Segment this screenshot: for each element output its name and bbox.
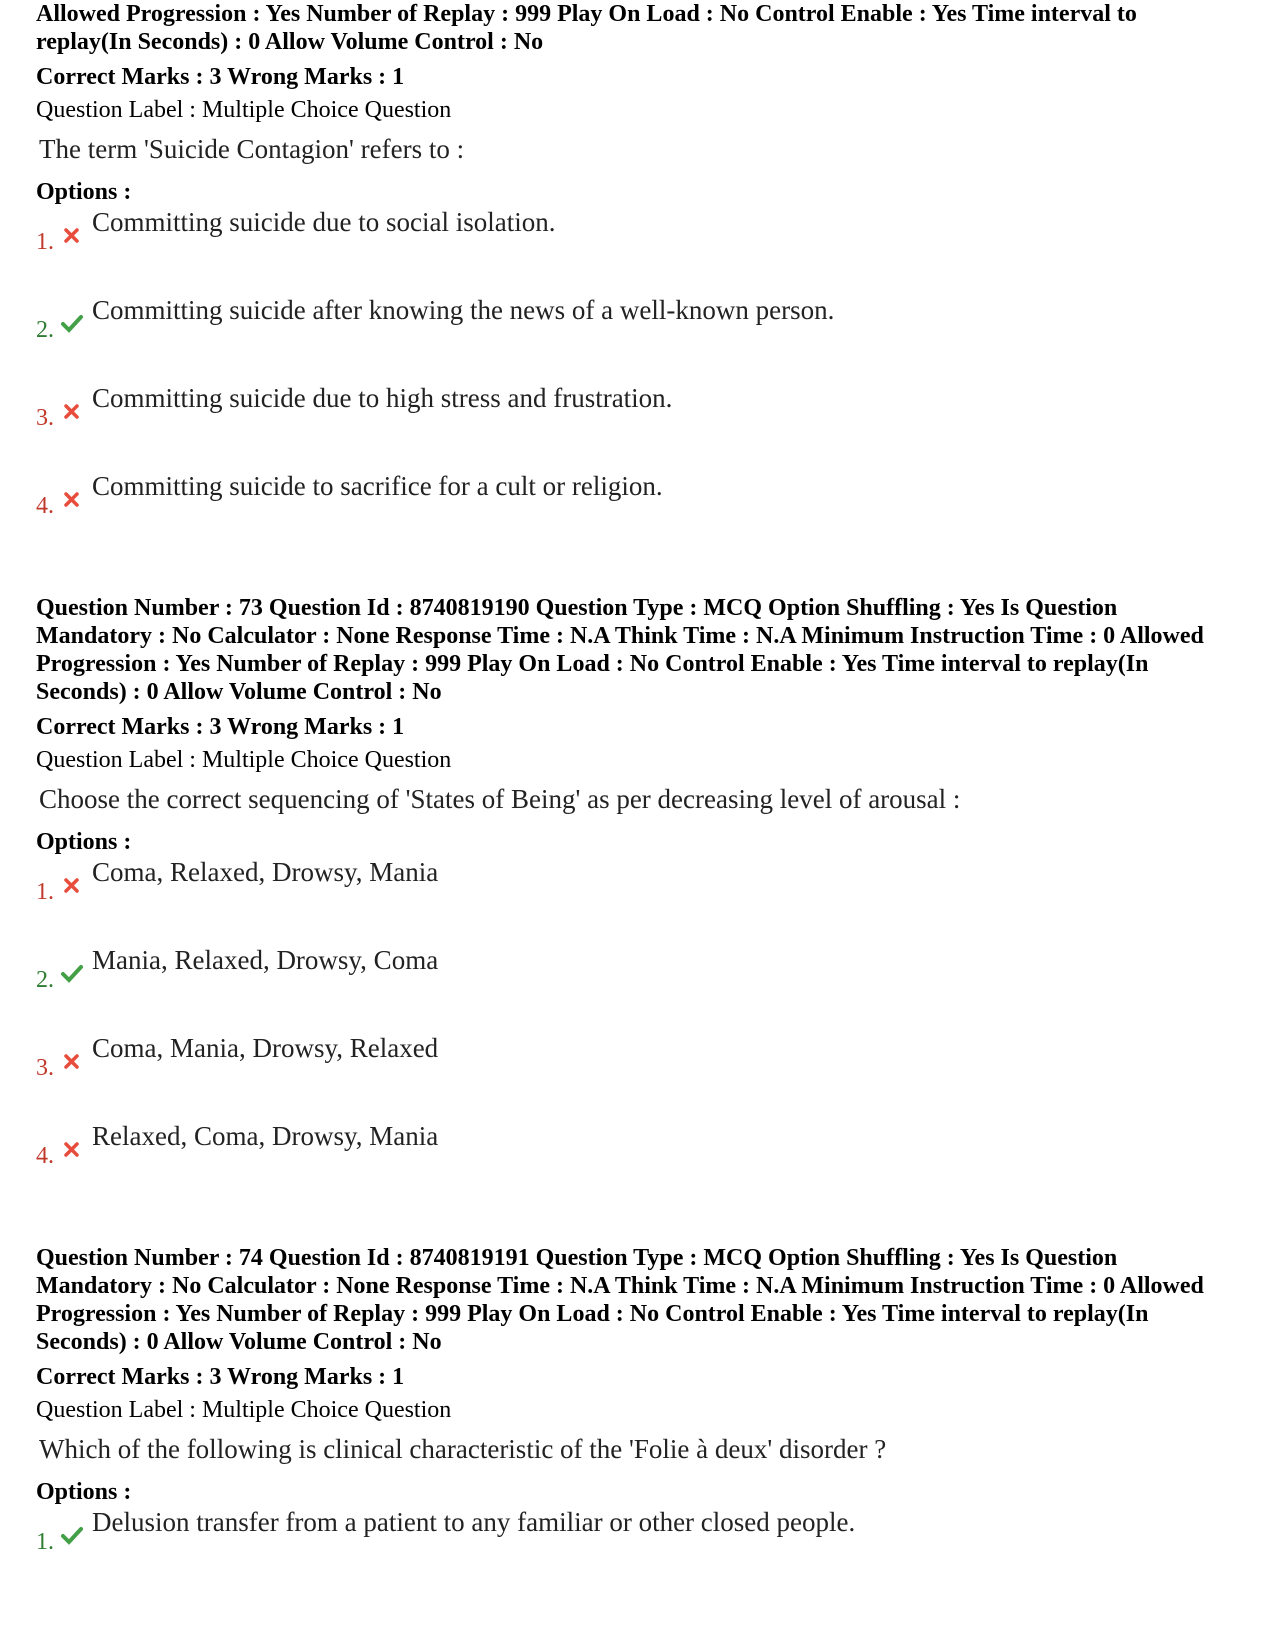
- cross-icon: [61, 488, 83, 510]
- option-text: Relaxed, Coma, Drowsy, Mania: [92, 1121, 439, 1151]
- option-row: [36, 1032, 1236, 1120]
- option-row: [36, 1506, 1236, 1594]
- options-list: [36, 856, 1236, 1208]
- option-row: [36, 206, 1236, 294]
- option-row: [36, 944, 1236, 1032]
- question-block-74: [36, 1244, 1236, 1594]
- option-number: 2.: [36, 967, 54, 993]
- question-marks: Correct Marks : 3 Wrong Marks : 1: [36, 714, 405, 740]
- question-text: Which of the following is clinical characteristic of the 'Folie à deux' disorder ?: [39, 1434, 887, 1464]
- question-text: Choose the correct sequencing of 'States of Being' as per decreasing level of arousal :: [39, 784, 961, 814]
- option-text: Delusion transfer from a patient to any familiar or other closed people.: [92, 1507, 856, 1537]
- option-number: 4.: [36, 493, 54, 519]
- option-number: 1.: [36, 1529, 54, 1555]
- question-meta: Allowed Progression : Yes Number of Replay : 999 Play On Load : No Control Enable : Yes Time interval to replay(In Seconds) : 0 Allow Volume Control : No: [36, 1, 1137, 55]
- option-row: [36, 382, 1236, 470]
- question-label: Question Label : Multiple Choice Question: [36, 747, 452, 773]
- option-text: Committing suicide to sacrifice for a cult or religion.: [92, 471, 663, 501]
- question-block-72: [36, 0, 1236, 558]
- cross-icon: [61, 224, 83, 246]
- option-row: [36, 294, 1236, 382]
- cross-icon: [61, 1050, 83, 1072]
- check-icon: [61, 962, 83, 984]
- cross-icon: [61, 400, 83, 422]
- question-marks: Correct Marks : 3 Wrong Marks : 1: [36, 1364, 405, 1390]
- option-text: Coma, Mania, Drowsy, Relaxed: [92, 1033, 439, 1063]
- question-label: Question Label : Multiple Choice Question: [36, 1397, 452, 1423]
- check-icon: [61, 312, 83, 334]
- options-title: Options :: [36, 1479, 132, 1505]
- question-meta: Question Number : 74 Question Id : 8740819191 Question Type : MCQ Option Shuffling : Yes Is Question Mandatory : No Calculator : None Response Time : N.A Think Time : N.A Minimum Instruction Time : 0 Allowed Progression : Yes Number of Replay : 999 Play On Load : No Control Enable : Yes Time interval to replay(In Seconds) : 0 Allow Volume Control : No: [36, 1245, 1204, 1355]
- option-row: [36, 1120, 1236, 1208]
- cross-icon: [61, 1138, 83, 1160]
- exam-page: [36, 0, 1236, 1594]
- option-number: 3.: [36, 1055, 54, 1081]
- question-marks: Correct Marks : 3 Wrong Marks : 1: [36, 64, 405, 90]
- option-row: [36, 470, 1236, 558]
- check-icon: [61, 1524, 83, 1546]
- option-number: 1.: [36, 229, 54, 255]
- option-text: Committing suicide due to high stress and frustration.: [92, 383, 673, 413]
- option-text: Mania, Relaxed, Drowsy, Coma: [92, 945, 439, 975]
- option-number: 2.: [36, 317, 54, 343]
- option-text: Committing suicide due to social isolation.: [92, 207, 556, 237]
- options-list: [36, 206, 1236, 558]
- question-meta: Question Number : 73 Question Id : 8740819190 Question Type : MCQ Option Shuffling : Yes Is Question Mandatory : No Calculator : None Response Time : N.A Think Time : N.A Minimum Instruction Time : 0 Allowed Progression : Yes Number of Replay : 999 Play On Load : No Control Enable : Yes Time interval to replay(In Seconds) : 0 Allow Volume Control : No: [36, 595, 1204, 705]
- question-label: Question Label : Multiple Choice Question: [36, 97, 452, 123]
- option-number: 1.: [36, 879, 54, 905]
- option-number: 4.: [36, 1143, 54, 1169]
- option-text: Committing suicide after knowing the news of a well-known person.: [92, 295, 835, 325]
- option-row: [36, 856, 1236, 944]
- question-block-73: [36, 594, 1236, 1208]
- option-number: 3.: [36, 405, 54, 431]
- options-list: [36, 1506, 1236, 1594]
- question-text: The term 'Suicide Contagion' refers to :: [39, 134, 465, 164]
- option-text: Coma, Relaxed, Drowsy, Mania: [92, 857, 439, 887]
- cross-icon: [61, 874, 83, 896]
- options-title: Options :: [36, 179, 132, 205]
- options-title: Options :: [36, 829, 132, 855]
